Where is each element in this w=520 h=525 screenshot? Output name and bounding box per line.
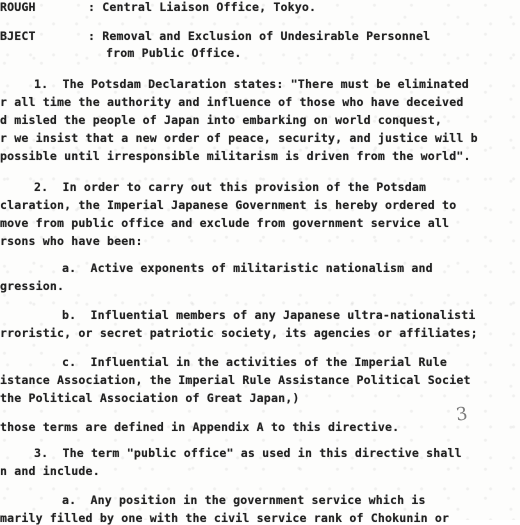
through-value: : Central Liaison Office, Tokyo. [88,0,317,14]
para1-line: r we insist that a new order of peace, security, and justice will b [0,131,478,145]
subject-value-line-1: : Removal and Exclusion of Undesirable Personnel [88,29,431,43]
para1-line: possible until irresponsible militarism is driven from the world". [0,149,471,163]
through-label: ROUGH [0,0,36,14]
para1-line: r all time the authority and influence of those who have deceived [0,95,464,109]
definitions-line: those terms are defined in Appendix A to this directive. [0,420,400,434]
para2-line: rsons who have been: [0,234,143,248]
item-b-line: rroristic, or secret patriotic society, its agencies or affiliates; [0,326,478,340]
item-3a-line: a. Any position in the government service which is [62,493,426,507]
item-b-line: b. Influential members of any Japanese ultra-nationalisti [62,308,476,322]
para1-line: d misled the people of Japan into embarking on world conquest, [0,113,443,127]
para3-line: n and include. [0,464,100,478]
item-c-line: istance Association, the Imperial Rule Assistance Political Societ [0,373,471,387]
para2-line: 2. In order to carry out this provision of the Potsdam [34,180,427,194]
para3-line: 3. The term "public office" as used in this directive shall [34,446,462,460]
item-a-line: gression. [0,279,65,293]
item-a-line: a. Active exponents of militaristic nationalism and [62,261,433,275]
item-3a-line: marily filled by one with the civil service rank of Chokunin or [0,511,450,525]
para2-line: move from public office and exclude from government service all [0,216,450,230]
item-c-line: the Political Association of Great Japan,) [0,391,300,405]
subject-label: BJECT [0,29,36,43]
handwritten-margin-mark: 3 [454,403,469,426]
para1-line: 1. The Potsdam Declaration states: "There must be eliminated [34,77,469,91]
para2-line: claration, the Imperial Japanese Government is hereby ordered to [0,198,457,212]
item-c-line: c. Influential in the activities of the Imperial Rule [62,355,448,369]
subject-value-line-2: from Public Office. [106,46,242,60]
